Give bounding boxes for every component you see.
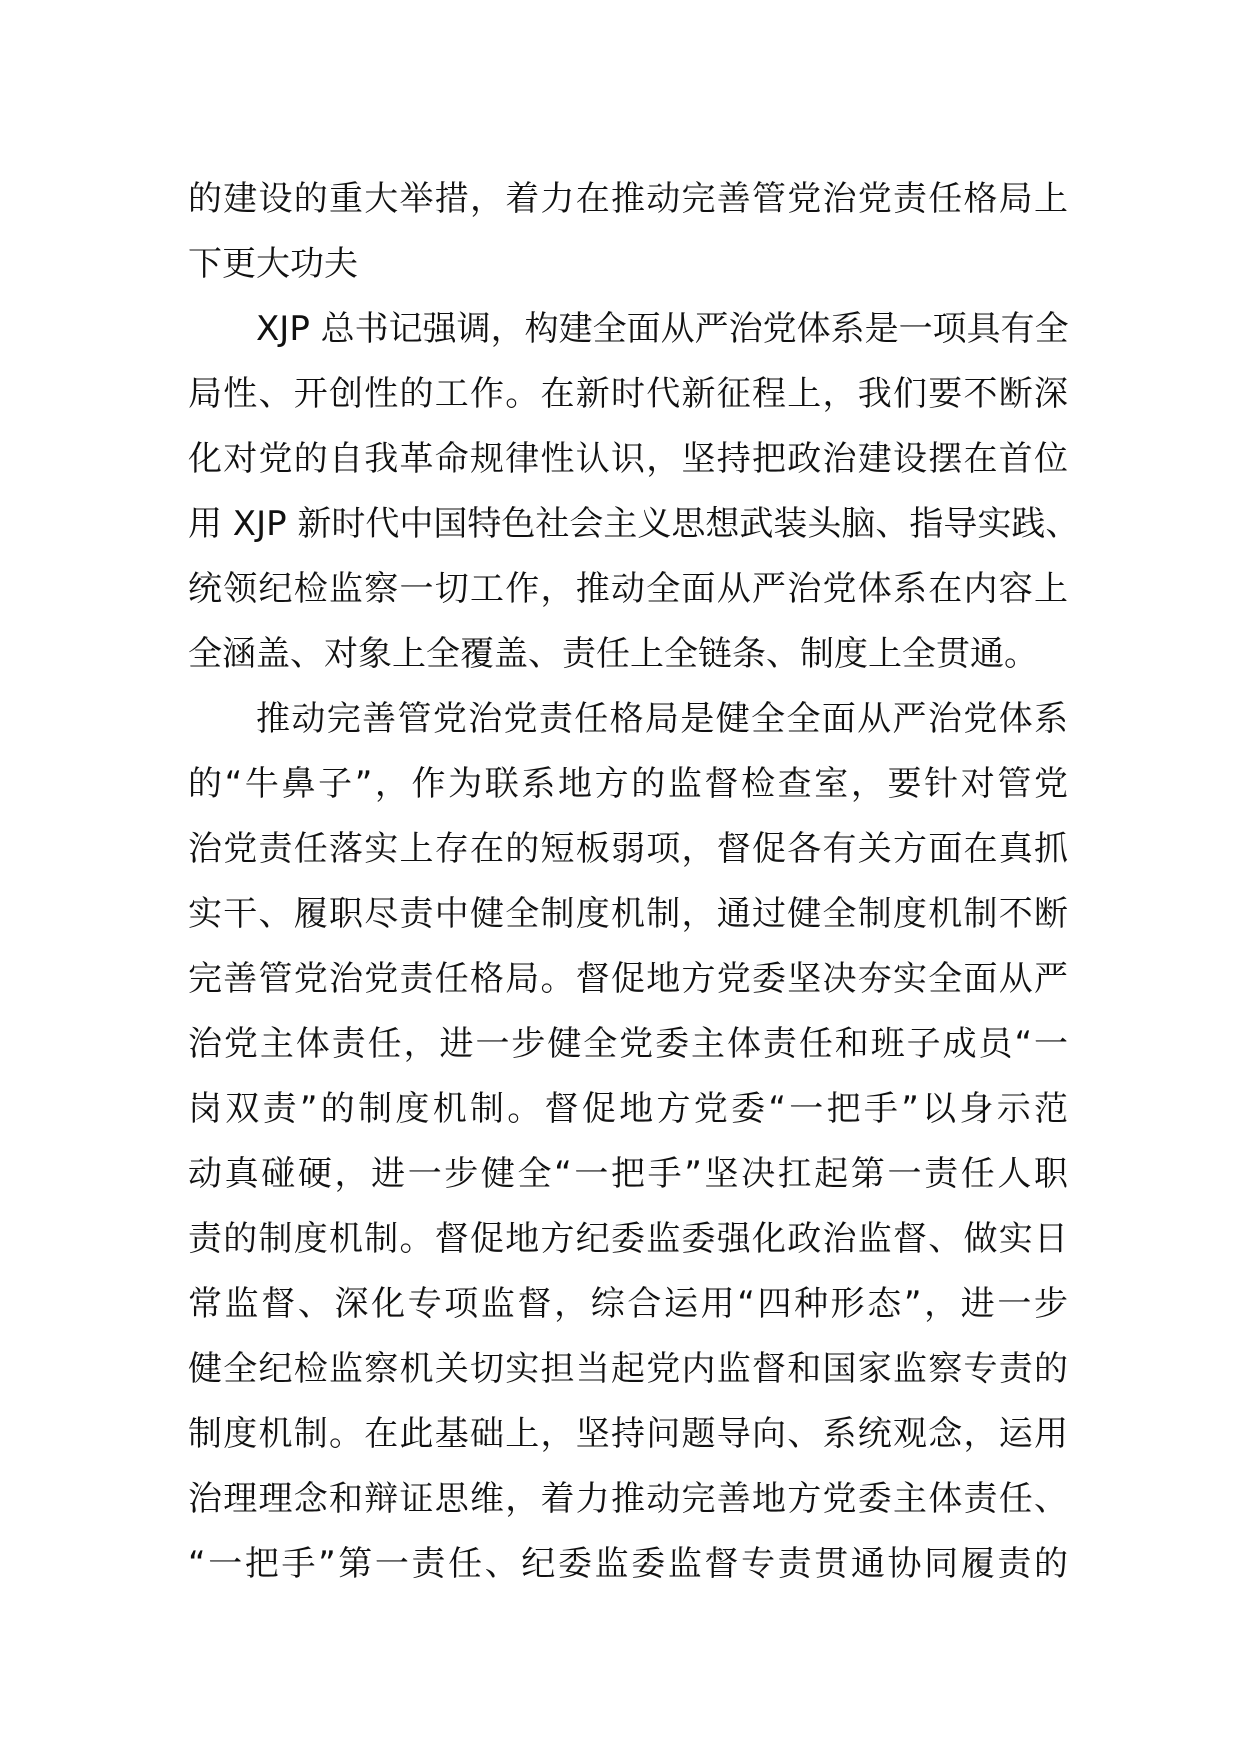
text-line: 治党主体责任，进一步健全党委主体责任和班子成员“一 (188, 1024, 1068, 1064)
text-line: 全涵盖、对象上全覆盖、责任上全链条、制度上全贯通。 (188, 634, 1038, 674)
text-line: 的建设的重大举措，着力在推动完善管党治党责任格局上 (188, 179, 1068, 219)
text-line: 统领纪检监察一切工作，推动全面从严治党体系在内容上 (188, 569, 1068, 609)
text-line: 治理理念和辩证思维，着力推动完善地方党委主体责任、 (188, 1479, 1068, 1519)
text-line: XJP 总书记强调，构建全面从严治党体系是一项具有全 (256, 309, 1069, 349)
body-text (188, 167, 1080, 1597)
text-line: 的“牛鼻子”，作为联系地方的监督检查室，要针对管党 (188, 764, 1068, 804)
text-line: 责的制度机制。督促地方纪委监委强化政治监督、做实日 (188, 1219, 1068, 1259)
text-line: 下更大功夫 (188, 244, 358, 284)
text-line: 健全纪检监察机关切实担当起党内监督和国家监察专责的 (188, 1349, 1068, 1389)
text-line: 岗双责”的制度机制。督促地方党委“一把手”以身示范 (188, 1089, 1068, 1129)
text-line: 推动完善管党治党责任格局是健全全面从严治党体系 (256, 699, 1068, 739)
text-line: “一把手”第一责任、纪委监委监督专责贯通协同履责的 (188, 1544, 1068, 1584)
text-line: 治党责任落实上存在的短板弱项，督促各有关方面在真抓 (188, 829, 1068, 869)
text-line: 动真碰硬，进一步健全“一把手”坚决扛起第一责任人职 (188, 1154, 1068, 1194)
text-line: 化对党的自我革命规律性认识，坚持把政治建设摆在首位 (188, 439, 1068, 479)
text-line: 实干、履职尽责中健全制度机制，通过健全制度机制不断 (188, 894, 1068, 934)
text-line: 局性、开创性的工作。在新时代新征程上，我们要不断深 (188, 374, 1068, 414)
text-line: 常监督、深化专项监督，综合运用“四种形态”，进一步 (188, 1284, 1068, 1324)
text-line: 制度机制。在此基础上，坚持问题导向、系统观念，运用 (188, 1414, 1068, 1454)
paragraph-3 (188, 687, 1068, 1597)
text-line: 完善管党治党责任格局。督促地方党委坚决夯实全面从严 (188, 959, 1068, 999)
paragraph-2 (188, 297, 1080, 687)
text-line: 用 XJP 新时代中国特色社会主义思想武装头脑、指导实践、 (188, 504, 1080, 544)
paragraph-1 (188, 167, 1068, 297)
